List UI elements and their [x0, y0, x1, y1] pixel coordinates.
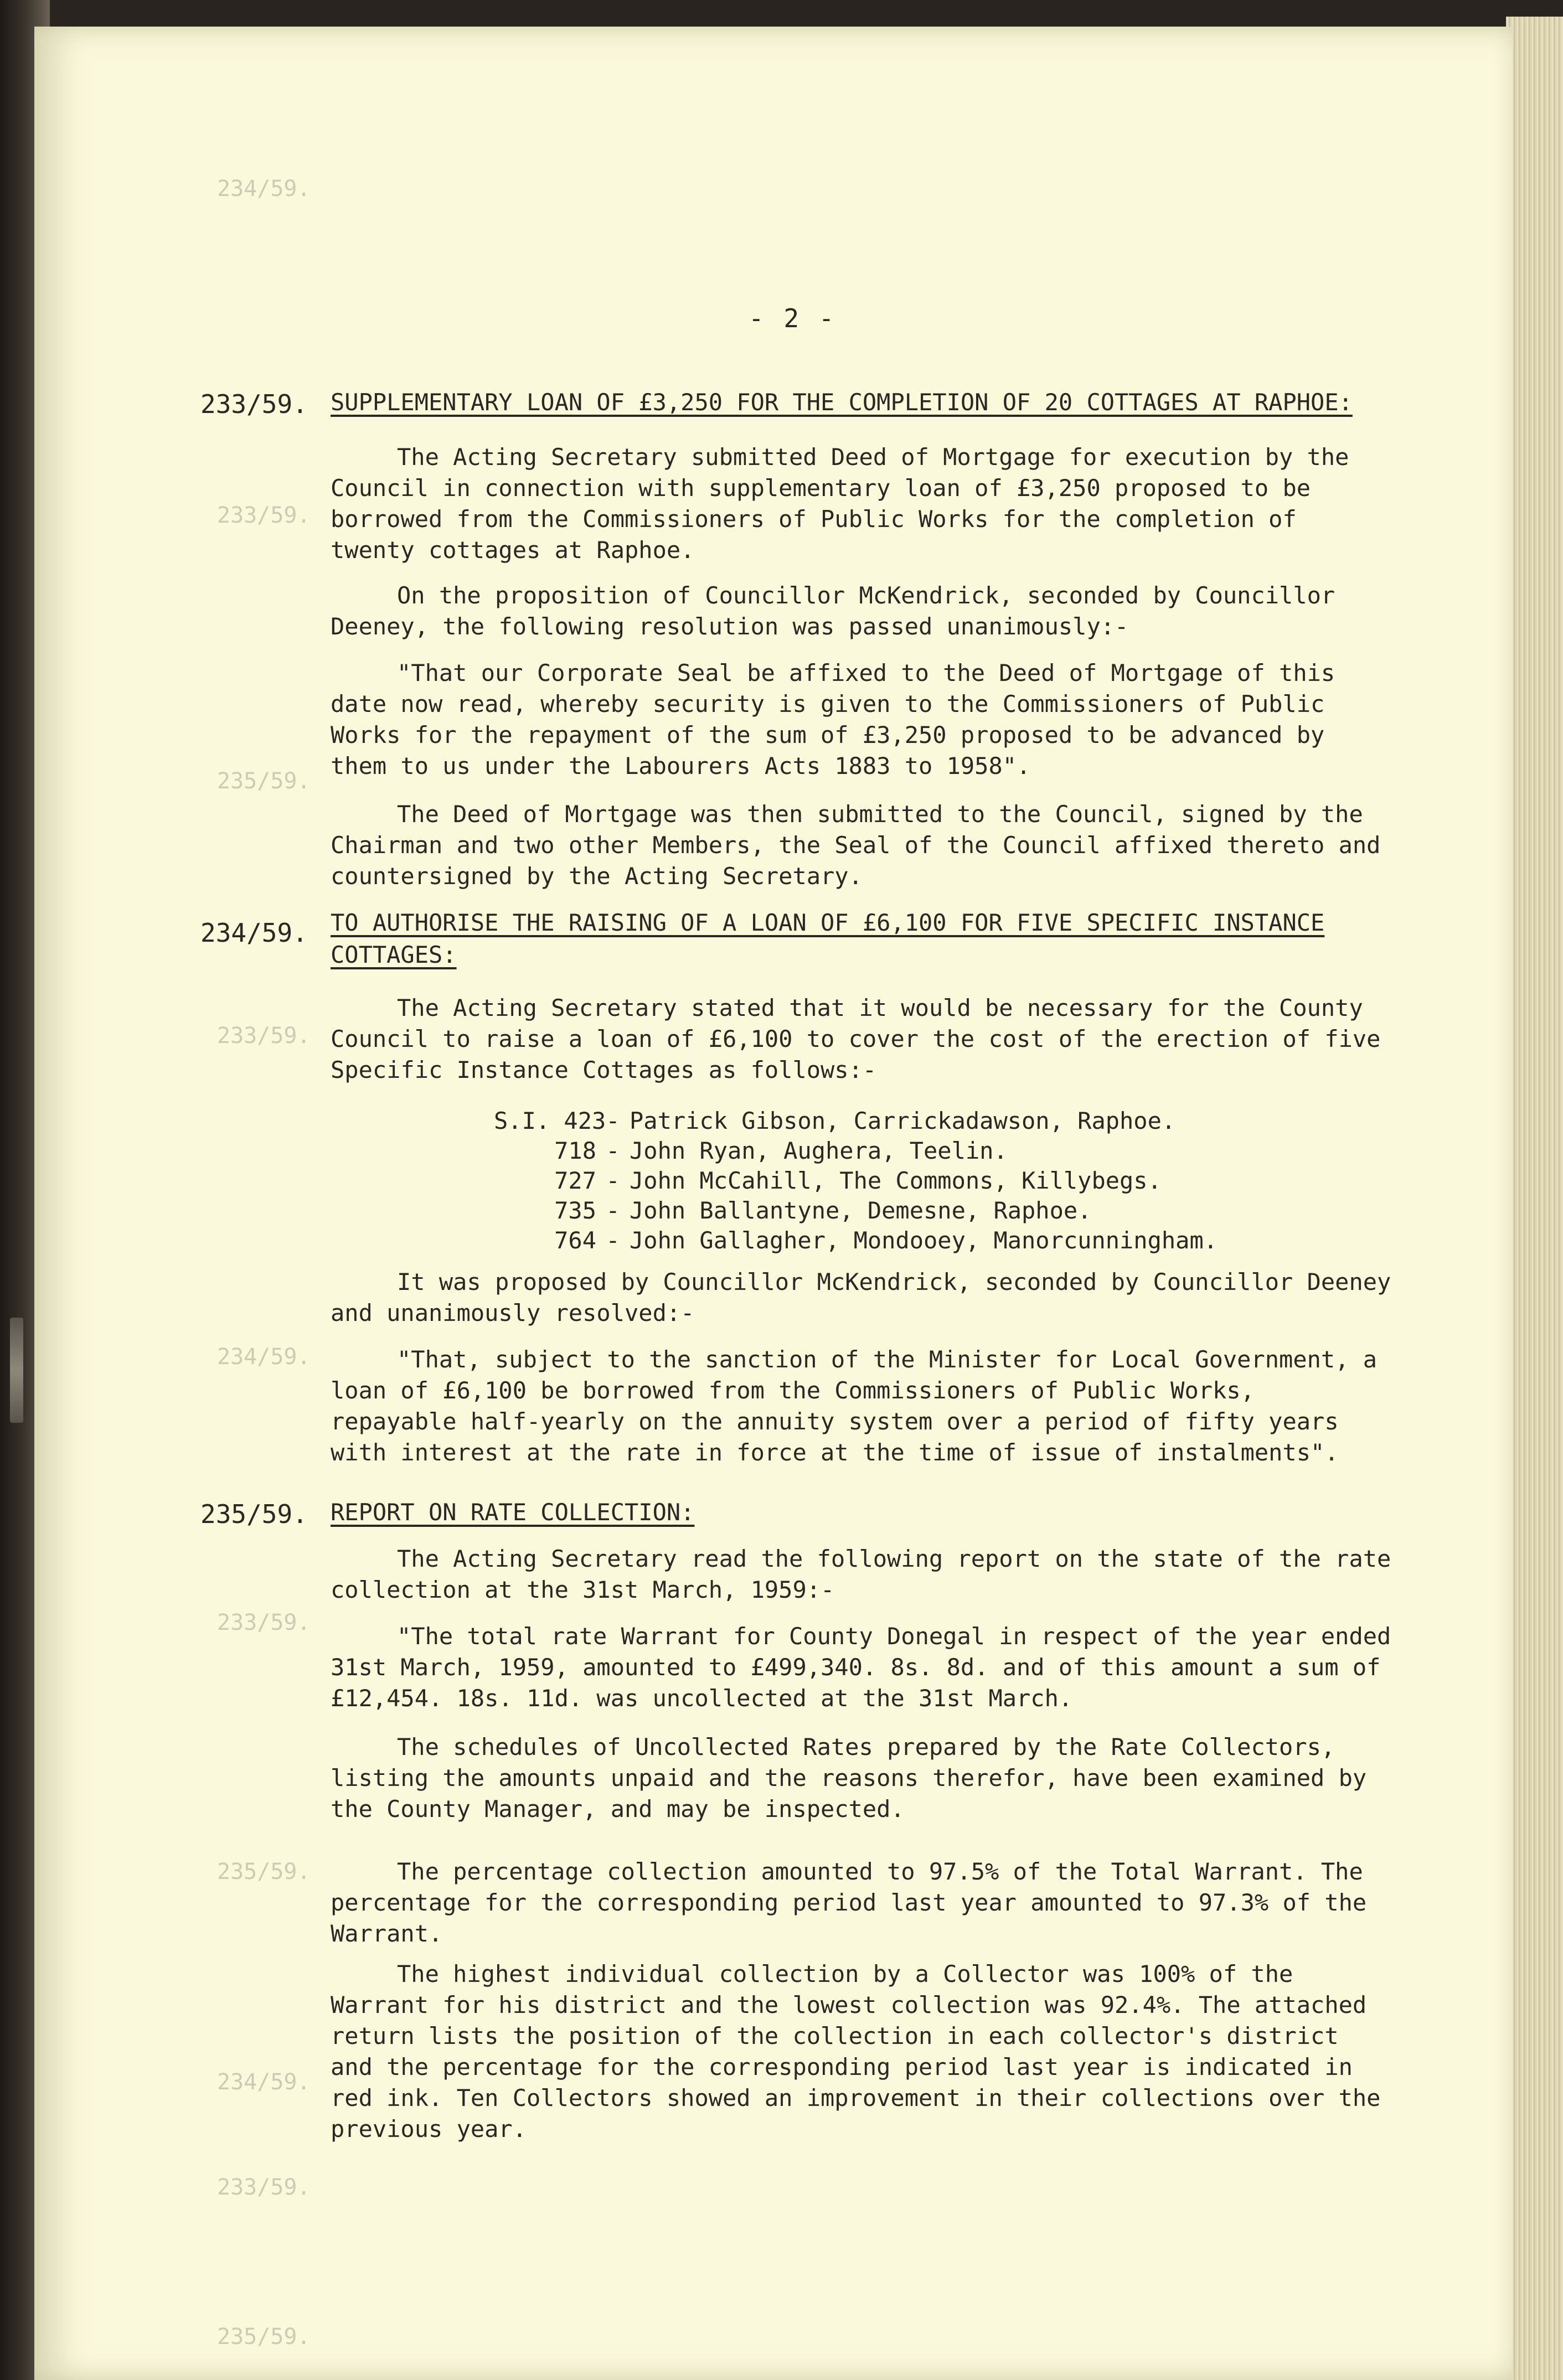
paragraph: "The total rate Warrant for County Donegal in respect of the year ended 31st March, 1959, amounted to £499,340. 8s. 8d. and of this amount a sum of £12,454. 18s. 11d. was uncollected at the 31st March.: [331, 1623, 1391, 1712]
minute-number: 233/59.: [200, 389, 308, 419]
ghost-minute-number: 233/59.: [217, 1023, 311, 1049]
paragraph: The highest individual collection by a Collector was 100% of the Warrant for his district and the lowest collection was 92.4%. The attached return lists the position of the collection in each collector's district and the percentage for the corresponding period last year is indicated in red ink. Ten Collectors showed an improvement in their collections over the previous year.: [331, 1960, 1381, 2142]
list-item: 764 - John Gallagher, Mondooey, Manorcunningham.: [554, 1227, 1218, 1254]
paragraph: The Deed of Mortgage was then submitted to the Council, signed by the Chairman and two other Members, the Seal of the Council affixed thereto and countersigned by the Acting Secretary.: [331, 801, 1381, 890]
list-item: 735 - John Ballantyne, Demesne, Raphoe.: [554, 1197, 1092, 1224]
cottage-list: [494, 1106, 1218, 1256]
paragraph: The Acting Secretary submitted Deed of Mortgage for execution by the Council in connection with supplementary loan of £3,250 proposed to be borrowed from the Commissioners of Public Works for the completion of twenty cottages at Raphoe.: [331, 443, 1349, 564]
paragraph: The Acting Secretary stated that it would be necessary for the County Council to raise a loan of £6,100 to cover the cost of the erection of five Specific Instance Cottages as follows:-: [331, 994, 1381, 1083]
list-item: 718 - John Ryan, Aughera, Teelin.: [554, 1137, 1008, 1164]
ghost-minute-number: 235/59.: [217, 768, 311, 794]
section-heading: SUPPLEMENTARY LOAN OF £3,250 FOR THE COMPLETION OF 20 COTTAGES AT RAPHOE:: [331, 389, 1353, 416]
ghost-minute-number: 235/59.: [217, 1859, 311, 1885]
binding-clip: [10, 1318, 23, 1423]
paragraph: On the proposition of Councillor McKendrick, seconded by Councillor Deeney, the following resolution was passed unanimously:-: [331, 582, 1335, 640]
minute-number: 234/59.: [200, 918, 308, 948]
page-number: - 2 -: [749, 303, 837, 333]
ghost-minute-number: 235/59.: [217, 2324, 311, 2350]
paragraph: The percentage collection amounted to 97.5% of the Total Warrant. The percentage for the corresponding period last year amounted to 97.3% of the Warrant.: [331, 1858, 1367, 1947]
section-heading: TO AUTHORISE THE RAISING OF A LOAN OF £6,100 FOR FIVE SPECIFIC INSTANCE COTTAGES:: [331, 909, 1325, 968]
paragraph: "That our Corporate Seal be affixed to the Deed of Mortgage of this date now read, whereby security is given to the Commissioners of Public Works for the repayment of the sum of £3,250 proposed to be advanced by them to us under the Labourers Acts 1883 to 1958".: [331, 659, 1335, 779]
list-item: S.I. 423- Patrick Gibson, Carrickadawson, Raphoe.: [494, 1107, 1176, 1134]
section-heading: REPORT ON RATE COLLECTION:: [331, 1499, 695, 1526]
ghost-minute-number: 234/59.: [217, 2069, 311, 2095]
ghost-minute-number: 234/59.: [217, 1344, 311, 1370]
page-edges: [1506, 17, 1563, 2380]
paragraph: The schedules of Uncollected Rates prepared by the Rate Collectors, listing the amounts unpaid and the reasons therefor, have been examined by the County Manager, and may be inspected.: [331, 1733, 1367, 1823]
ghost-minute-number: 233/59.: [217, 2175, 311, 2200]
ghost-minute-number: 233/59.: [217, 503, 311, 528]
paragraph: It was proposed by Councillor McKendrick, seconded by Councillor Deeney and unanimously resolved:-: [331, 1268, 1391, 1326]
ghost-minute-number: 234/59.: [217, 176, 311, 202]
resolution-text: "That, subject to the sanction of the Minister for Local Government, a loan of £6,100 be borrowed from the Commissioners of Public Works, repayable half-yearly on the annuity system over a period of fifty years with interest at the rate in force at the time of issue of instalments".: [331, 1346, 1378, 1466]
minute-number: 235/59.: [200, 1499, 308, 1529]
paragraph: The Acting Secretary read the following report on the state of the rate collection at the 31st March, 1959:-: [331, 1545, 1391, 1603]
page-content: [34, 27, 1513, 2380]
document-page: [34, 27, 1513, 2380]
list-item: 727 - John McCahill, The Commons, Killybegs.: [554, 1167, 1162, 1194]
ghost-minute-number: 233/59.: [217, 1610, 311, 1635]
